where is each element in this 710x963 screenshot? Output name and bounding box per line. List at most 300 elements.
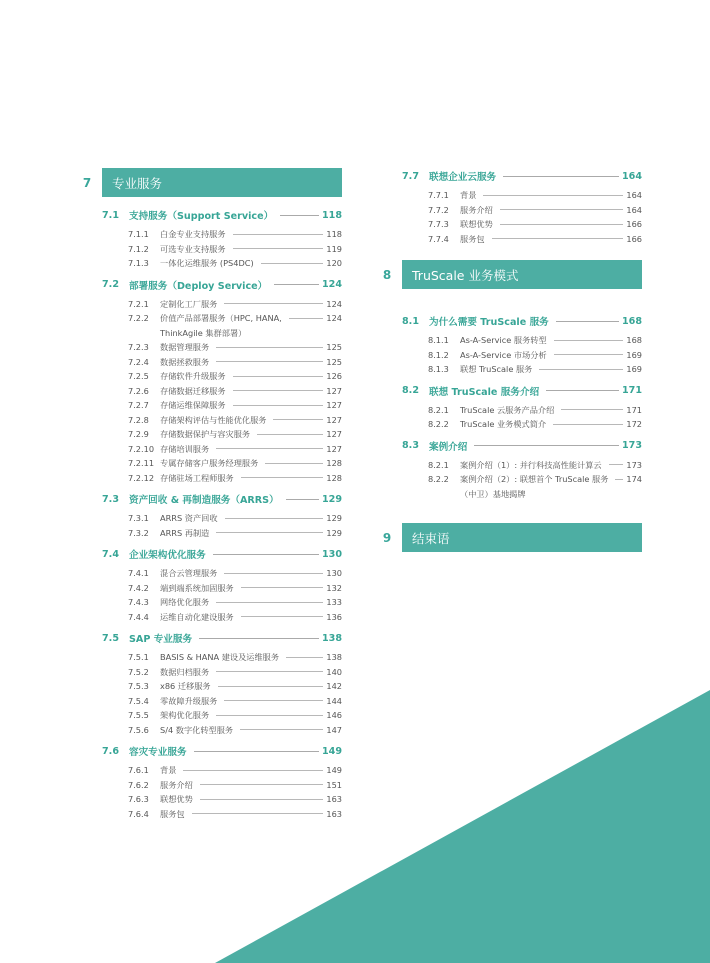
chapter-number: 9 <box>382 530 392 545</box>
dot-leader <box>546 390 619 391</box>
subsection-title: 存储数据迁移服务 <box>160 385 226 396</box>
toc-section-entry[interactable] <box>72 491 342 507</box>
subsection-title: ARRS 再制造 <box>160 527 210 538</box>
subsection-title: 服务介绍 <box>460 204 493 215</box>
dot-leader <box>286 657 323 658</box>
subsection-number: 7.7.2 <box>428 204 449 215</box>
subsection-page-number: 127 <box>326 429 342 439</box>
subsection-number: 7.5.3 <box>128 681 149 691</box>
toc-subsection-entry[interactable] <box>72 694 342 709</box>
subsection-number: 7.2.2 <box>128 313 149 323</box>
subsection-number: 7.1.1 <box>128 229 149 239</box>
section-title: 为什么需要 TruScale 服务 <box>429 317 549 328</box>
subsection-title-wrap <box>160 242 342 257</box>
subsection-page-number: 144 <box>326 695 342 706</box>
toc-subsection-entry[interactable] <box>72 311 342 326</box>
subsection-title-wrap <box>160 471 342 486</box>
subsection-page-number: 168 <box>626 335 642 345</box>
subsection-title-wrap <box>160 807 342 822</box>
section-number: 7.3 <box>102 493 119 505</box>
toc-section-entry[interactable] <box>72 277 342 293</box>
dot-leader <box>183 770 323 771</box>
toc-subsection-entry[interactable] <box>372 217 642 232</box>
toc-left-list <box>72 207 342 821</box>
dot-leader <box>224 303 323 304</box>
subsection-title: As-A-Service 市场分析 <box>460 349 547 360</box>
subsection-page-number: 119 <box>326 243 342 254</box>
dot-leader <box>233 405 324 406</box>
subsection-page-number: 127 <box>326 385 342 396</box>
toc-subsection-entry[interactable] <box>72 297 342 312</box>
subsection-title-wrap <box>160 526 342 541</box>
spacer <box>72 540 342 544</box>
subsection-title-wrap <box>160 650 342 665</box>
subsection-title-wrap <box>160 566 342 581</box>
subsection-page-number: 130 <box>326 568 342 578</box>
dot-leader <box>554 354 624 355</box>
subsection-number: 7.4.2 <box>128 582 149 593</box>
subsection-title: x86 迁移服务 <box>160 681 211 691</box>
subsection-title-wrap <box>160 427 342 442</box>
subsection-number: 7.7.4 <box>428 233 449 244</box>
subsection-number: 7.5.6 <box>128 724 149 735</box>
chapter-number: 7 <box>82 175 92 190</box>
subsection-title: As-A-Service 服务转型 <box>460 335 547 345</box>
subsection-title-wrap <box>160 792 342 807</box>
subsection-title: 存储架构评估与性能优化服务 <box>160 414 267 425</box>
subsection-title-wrap <box>160 369 342 384</box>
dot-leader <box>274 284 319 285</box>
toc-subsection-entry[interactable] <box>72 511 342 526</box>
subsection-title-wrap <box>160 297 342 312</box>
subsection-number: 7.2.1 <box>128 298 149 309</box>
subsection-title: 价值产品部署服务（HPC, HANA, <box>160 313 282 323</box>
dot-leader <box>261 263 324 264</box>
toc-subsection-entry[interactable] <box>72 595 342 610</box>
toc-subsection-entry[interactable] <box>72 650 342 665</box>
subsection-number: 7.2.10 <box>128 443 155 454</box>
dot-leader <box>554 340 624 341</box>
dot-leader <box>216 532 323 533</box>
subsection-title: 网络优化服务 <box>160 597 210 607</box>
subsection-page-number: 132 <box>326 582 342 593</box>
section-title: SAP 专业服务 <box>129 634 193 645</box>
subsection-title: 端到端系统加固服务 <box>160 582 234 593</box>
section-page-number: 164 <box>621 170 642 182</box>
subsection-number: 7.2.4 <box>128 356 149 367</box>
dot-leader <box>216 602 323 603</box>
dot-leader <box>615 479 623 480</box>
subsection-title: 联想优势 <box>460 219 493 229</box>
toc-section-entry[interactable] <box>72 630 342 646</box>
toc-section-entry[interactable] <box>72 546 342 562</box>
toc-subsection-entry[interactable] <box>72 471 342 486</box>
section-page-number: 168 <box>621 315 642 327</box>
subsection-title: 存储软件升级服务 <box>160 371 226 381</box>
spacer <box>72 624 342 628</box>
dot-leader <box>500 209 624 210</box>
subsection-page-number: 173 <box>626 459 642 470</box>
subsection-page-number: 138 <box>326 652 342 662</box>
subsection-number: 7.6.1 <box>128 765 149 775</box>
subsection-page-number: 164 <box>626 190 642 200</box>
dot-leader <box>233 234 324 235</box>
subsection-title: 背景 <box>160 765 177 775</box>
toc-subsection-entry[interactable] <box>372 417 642 432</box>
dot-leader <box>233 390 324 391</box>
subsection-title-wrap <box>160 256 342 271</box>
subsection-title-wrap <box>160 413 342 428</box>
toc-subsection-entry[interactable] <box>72 369 342 384</box>
subsection-number: 8.2.2 <box>428 474 449 484</box>
subsection-title-continued: （中卫）基地揭牌 <box>460 488 526 499</box>
chapter-number: 8 <box>382 267 392 282</box>
subsection-page-number: 169 <box>626 364 642 374</box>
section-title: 案例介绍 <box>429 441 468 453</box>
subsection-title: 可选专业支持服务 <box>160 243 226 254</box>
dot-leader <box>241 477 324 478</box>
subsection-title: 联想 TruScale 服务 <box>460 364 533 374</box>
subsection-number: 7.7.1 <box>428 190 449 200</box>
subsection-title-wrap <box>160 694 342 709</box>
subsection-number: 8.1.2 <box>428 349 449 360</box>
dot-leader <box>199 638 319 639</box>
chapter-7-header[interactable] <box>72 168 342 197</box>
toc-subsection-entry[interactable] <box>72 442 342 457</box>
section-page-number: 138 <box>321 632 342 644</box>
subsection-number: 7.7.3 <box>428 219 449 229</box>
subsection-title-wrap <box>460 203 642 218</box>
subsection-page-number: 129 <box>326 527 342 538</box>
subsection-title-wrap <box>160 384 342 399</box>
subsection-title-wrap <box>160 665 342 680</box>
toc-subsection-entry[interactable] <box>372 458 642 473</box>
dot-leader <box>233 376 324 377</box>
dot-leader <box>553 424 623 425</box>
subsection-title: 白金专业支持服务 <box>160 229 226 239</box>
subsection-page-number: 146 <box>326 710 342 720</box>
subsection-title: 服务包 <box>460 233 485 244</box>
spacer <box>72 271 342 275</box>
dot-leader <box>216 448 323 449</box>
subsection-title: 数据管理服务 <box>160 342 210 352</box>
subsection-title-wrap <box>160 708 342 723</box>
subsection-page-number: 171 <box>626 404 642 415</box>
subsection-title-wrap <box>160 398 342 413</box>
chapter-title: 结束语 <box>402 523 642 552</box>
subsection-title: ARRS 资产回收 <box>160 513 218 523</box>
subsection-page-number: 136 <box>326 611 342 622</box>
toc-subsection-entry[interactable] <box>72 665 342 680</box>
toc-subsection-entry[interactable] <box>72 526 342 541</box>
dot-leader <box>492 238 624 239</box>
dot-leader <box>500 224 624 225</box>
subsection-number: 7.3.2 <box>128 527 149 538</box>
dot-leader <box>233 248 324 249</box>
section-number: 7.1 <box>102 209 119 221</box>
section-number: 8.1 <box>402 315 419 327</box>
toc-subsection-entry[interactable] <box>72 256 342 271</box>
subsection-title: 背景 <box>460 190 477 200</box>
subsection-title: 混合云管理服务 <box>160 568 218 578</box>
section-page-number: 130 <box>321 548 342 560</box>
subsection-number: 7.4.1 <box>128 568 149 578</box>
section-page-number: 129 <box>321 493 342 505</box>
subsection-page-number: 164 <box>626 204 642 215</box>
subsection-number: 7.6.4 <box>128 808 149 819</box>
subsection-number: 7.1.3 <box>128 258 149 268</box>
subsection-number: 7.6.2 <box>128 779 149 790</box>
subsection-page-number: 127 <box>326 400 342 410</box>
toc-section-entry[interactable] <box>72 207 342 223</box>
section-number: 8.3 <box>402 440 419 451</box>
subsection-title: 数据拯救服务 <box>160 356 210 367</box>
toc-subsection-entry[interactable] <box>372 188 642 203</box>
toc-subsection-entry[interactable] <box>72 355 342 370</box>
toc-subsection-entry[interactable] <box>72 708 342 723</box>
section-number: 7.4 <box>102 548 119 560</box>
subsection-page-number: 126 <box>326 371 342 381</box>
subsection-number: 7.2.11 <box>128 458 155 468</box>
section-page-number: 149 <box>321 745 342 757</box>
subsection-page-number: 166 <box>626 233 642 244</box>
section-page-number: 173 <box>621 440 642 451</box>
subsection-number: 8.1.1 <box>428 335 449 345</box>
subsection-title: 案例介绍（2）: 联想首个 TruScale 服务 <box>460 474 609 484</box>
toc-subsection-entry[interactable] <box>72 398 342 413</box>
dot-leader <box>474 445 619 446</box>
dot-leader <box>241 616 324 617</box>
subsection-title: 案例介绍（1）: 并行科技高性能计算云 <box>460 459 602 470</box>
subsection-number: 7.6.3 <box>128 794 149 804</box>
subsection-title-wrap <box>160 723 342 738</box>
dot-leader <box>561 409 623 410</box>
subsection-number: 7.2.6 <box>128 385 149 396</box>
subsection-page-number: 125 <box>326 342 342 352</box>
subsection-title-continued: ThinkAgile 集群部署） <box>160 327 247 338</box>
subsection-number: 7.1.2 <box>128 243 149 254</box>
toc-subsection-entry[interactable] <box>72 778 342 793</box>
toc-subsection-entry[interactable] <box>372 403 642 418</box>
subsection-page-number: 125 <box>326 356 342 367</box>
subsection-title: 服务包 <box>160 808 185 819</box>
subsection-title: 专属存储客户服务经理服务 <box>160 458 259 468</box>
toc-subsection-entry[interactable] <box>372 232 642 247</box>
dot-leader <box>216 715 323 716</box>
subsection-title-wrap <box>160 340 342 355</box>
spacer <box>372 432 642 436</box>
subsection-page-number: 127 <box>326 414 342 425</box>
toc-subsection-entry[interactable] <box>72 340 342 355</box>
subsection-number: 8.2.2 <box>428 419 449 429</box>
subsection-page-number: 149 <box>326 765 342 775</box>
subsection-title-wrap <box>460 217 642 232</box>
toc-subsection-entry[interactable] <box>72 427 342 442</box>
subsection-title-wrap <box>160 311 342 326</box>
toc-subsection-entry[interactable] <box>72 581 342 596</box>
subsection-title: 服务介绍 <box>160 779 193 790</box>
dot-leader <box>225 518 324 519</box>
subsection-number: 7.5.2 <box>128 666 149 677</box>
section-title: 支持服务（Support Service） <box>129 211 274 222</box>
subsection-page-number: 140 <box>326 666 342 677</box>
subsection-title: 运维自动化建设服务 <box>160 611 234 622</box>
spacer <box>72 485 342 489</box>
subsection-title-wrap <box>460 472 642 487</box>
subsection-title: BASIS & HANA 建设及运维服务 <box>160 652 280 662</box>
toc-subsection-entry[interactable] <box>72 456 342 471</box>
subsection-page-number: 133 <box>326 597 342 607</box>
dot-leader <box>265 463 323 464</box>
subsection-title: 联想优势 <box>160 794 193 804</box>
subsection-page-number: 166 <box>626 219 642 229</box>
subsection-title-wrap <box>460 362 642 377</box>
subsection-title-wrap <box>160 610 342 625</box>
chapter-title: 专业服务 <box>102 168 342 197</box>
section-number: 7.6 <box>102 745 119 757</box>
subsection-title-wrap <box>160 581 342 596</box>
dot-leader <box>216 671 323 672</box>
section-title: 容灾专业服务 <box>129 747 187 758</box>
subsection-title-wrap <box>160 355 342 370</box>
subsection-page-number: 147 <box>326 724 342 735</box>
subsection-title-wrap <box>160 778 342 793</box>
section-number: 7.7 <box>402 170 419 182</box>
toc-subsection-entry[interactable] <box>72 763 342 778</box>
dot-leader <box>289 318 324 319</box>
subsection-title: 架构优化服务 <box>160 710 210 720</box>
toc-subsection-entry[interactable] <box>372 362 642 377</box>
dot-leader <box>200 799 324 800</box>
toc-subsection-entry[interactable] <box>372 472 642 487</box>
section-number: 7.5 <box>102 632 119 644</box>
dot-leader <box>216 347 323 348</box>
spacer <box>72 737 342 741</box>
subsection-title-wrap <box>460 403 642 418</box>
subsection-page-number: 118 <box>326 229 342 239</box>
subsection-title-wrap <box>460 188 642 203</box>
toc-section-entry[interactable] <box>372 168 642 184</box>
toc-subsection-entry[interactable] <box>72 792 342 807</box>
toc-subsection-entry[interactable] <box>372 203 642 218</box>
dot-leader <box>280 215 319 216</box>
toc-subsection-entry[interactable] <box>72 807 342 822</box>
subsection-number: 7.5.5 <box>128 710 149 720</box>
dot-leader <box>200 784 324 785</box>
subsection-title: 存储培训服务 <box>160 443 210 454</box>
subsection-page-number: 163 <box>326 794 342 804</box>
section-page-number: 118 <box>321 209 342 221</box>
section-number: 8.2 <box>402 385 419 396</box>
toc-section-entry[interactable] <box>372 313 642 329</box>
subsection-number: 8.2.1 <box>428 459 449 470</box>
chapter-8-header[interactable] <box>372 260 642 289</box>
subsection-title: TruScale 云服务产品介绍 <box>460 404 555 415</box>
subsection-number: 7.4.4 <box>128 611 149 622</box>
dot-leader <box>216 361 323 362</box>
toc-subsection-entry[interactable] <box>72 384 342 399</box>
toc-subsection-entry[interactable] <box>72 242 342 257</box>
spacer <box>372 299 642 311</box>
toc-subsection-entry[interactable] <box>72 566 342 581</box>
toc-section-entry[interactable] <box>72 743 342 759</box>
subsection-page-number: 127 <box>326 443 342 454</box>
dot-leader <box>609 464 624 465</box>
dot-leader <box>213 554 319 555</box>
subsection-number: 7.2.8 <box>128 414 149 425</box>
toc-subsection-entry[interactable] <box>72 227 342 242</box>
subsection-page-number: 169 <box>626 349 642 360</box>
subsection-number: 7.2.3 <box>128 342 149 352</box>
toc-subsection-entry[interactable] <box>372 348 642 363</box>
subsection-title-wrap <box>160 227 342 242</box>
toc-subsection-entry[interactable] <box>72 610 342 625</box>
subsection-title: 数据归档服务 <box>160 666 210 677</box>
toc-subsection-entry[interactable] <box>72 413 342 428</box>
dot-leader <box>218 686 324 687</box>
toc-right-column <box>372 166 642 562</box>
subsection-number: 7.2.9 <box>128 429 149 439</box>
subsection-title-wrap <box>160 595 342 610</box>
dot-leader <box>241 587 324 588</box>
dot-leader <box>273 419 323 420</box>
subsection-page-number: 128 <box>326 472 342 483</box>
subsection-page-number: 163 <box>326 808 342 819</box>
toc-section-entry[interactable] <box>372 383 642 399</box>
subsection-page-number: 172 <box>626 419 642 429</box>
section-title: 联想企业云服务 <box>429 172 497 183</box>
subsection-title: 零故障升级服务 <box>160 695 218 706</box>
toc-subsection-entry[interactable] <box>372 333 642 348</box>
subsection-title-wrap <box>160 456 342 471</box>
chapter-9-header[interactable] <box>372 523 642 552</box>
dot-leader <box>192 813 324 814</box>
toc-subsection-entry[interactable] <box>72 723 342 738</box>
toc-subsection-entry[interactable] <box>72 679 342 694</box>
subsection-title-wrap <box>460 333 642 348</box>
dot-leader <box>556 321 619 322</box>
section-number: 7.2 <box>102 279 119 290</box>
dot-leader <box>483 195 623 196</box>
subsection-page-number: 120 <box>326 258 342 268</box>
dot-leader <box>503 176 619 177</box>
toc-left-column <box>72 168 342 821</box>
subsection-page-number: 128 <box>326 458 342 468</box>
subsection-number: 7.2.12 <box>128 472 155 483</box>
subsection-title-wrap <box>460 458 642 473</box>
subsection-title: 一体化运维服务 (PS4DC) <box>160 258 254 268</box>
dot-leader <box>240 729 323 730</box>
dot-leader <box>539 369 623 370</box>
dot-leader <box>224 700 323 701</box>
toc-right-list-8 <box>372 299 642 501</box>
subsection-title-wrap <box>160 511 342 526</box>
subsection-number: 7.5.1 <box>128 652 149 662</box>
dot-leader <box>286 499 319 500</box>
dot-leader <box>224 573 323 574</box>
subsection-title-wrap <box>460 348 642 363</box>
subsection-page-number: 124 <box>326 313 342 323</box>
subsection-number: 7.4.3 <box>128 597 149 607</box>
subsection-title-wrap <box>160 442 342 457</box>
section-title: 联想 TruScale 服务介绍 <box>429 386 540 398</box>
subsection-number: 7.3.1 <box>128 513 149 523</box>
subsection-title: TruScale 业务模式简介 <box>460 419 547 429</box>
dot-leader <box>257 434 323 435</box>
toc-section-entry[interactable] <box>372 438 642 454</box>
subsection-page-number: 151 <box>326 779 342 790</box>
subsection-title: 存储数据保护与容灾服务 <box>160 429 251 439</box>
